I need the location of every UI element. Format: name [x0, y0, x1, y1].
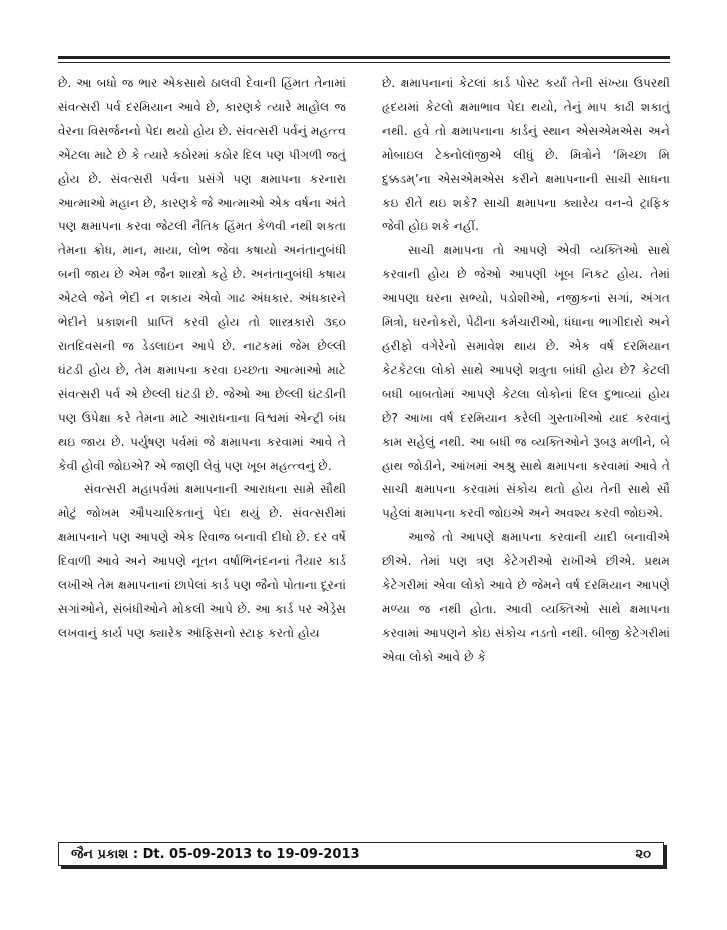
- paragraph: આજે તો આપણે ક્ષમાપના કરવાની યાદી બનાવીએ છીએ. તેમાં પણ ત્રણ કેટેગરીઓ રાખીએ છીએ. પ્રથમ કેટેગરીમાં એવા લોકો આવે છે જેમને વર્ષ દરમિયાન આપણે મળ્યા જ નથી હોતા. આવી વ્યક્તિઓ સાથે ક્ષમાપના કરવામાં આપણને કોઇ સંકોચ નડતો નથી. બીજી કેટેગરીમાં એવા લોકો આવે છે કે: [382, 530, 670, 664]
- page-footer: [58, 842, 664, 866]
- paragraph: છે. ક્ષમાપનાનાં કેટલાં કાર્ડ પોસ્ટ કર્યાં તેની સંખ્યા ઉપરથી હૃદયમાં કેટલો ક્ષમાભાવ પેદા થયો, તેનું માપ કાઢી શકાતું નથી. હવે તો ક્ષમાપનાના કાર્ડનું સ્થાન એસએમએસ અને મોબાઇલ ટેક્નોલૉજીએ લીધું છે. મિત્રોને ‘મિચ્છા મિ દુક્કડમ્’ના એસએમએસ કરીને ક્ષમાપનાની સાચી સાધના કઇ રીતે થઇ શકે? સાચી ક્ષમાપના ક્યારેય વન-વે ટ્રાફિક જેવી હોઇ શકે નહીં.: [382, 76, 670, 234]
- right-column: [382, 72, 670, 847]
- paragraph: છે. આ બધો જ ભાર એકસાથે ઠાલવી દેવાની હિંમત તેનામાં સંવત્સરી પર્વ દરમિયાન આવે છે, કારણકે ત્યારે માહોલ જ વેરના વિસર્જનનો પેદા થયો હોય છે. સંવત્સરી પર્વનું મહત્ત્વ એટલા માટે છે કે ત્યારે કઠોરમાં કઠોર દિલ પણ પીગળી જતું હોય છે. સંવત્સરી પર્વના પ્રસંગે પણ ક્ષમાપના કરનારા આત્માઓ મહાન છે, કારણકે જે આત્માઓ એક વર્ષના અંતે પણ ક્ષમાપના કરવા જેટલી નૈતિક હિંમત કેળવી નથી શકતા તેમના ક્રોધ, માન, માયા, લોભ જેવા કષાયો અનંતાનુબંધી બની જાય છે એમ જૈન શાસ્ત્રો કહે છે. અનંતાનુબંધી કષાય એટલે જેને ભેદી ન શકાય એવો ગાઢ અંધકાર. અંધકારને ભેદીને પ્રકાશની પ્રાપ્તિ કરવી હોય તો શાસ્ત્રકારો ૩૬૦ રાતદિવસની જ ડેડલાઇન આપે છે. નાટકમાં જેમ છેલ્લી ઘંટડી હોય છે, તેમ ક્ષમાપના કરવા ઇચ્છતા આત્માઓ માટે સંવત્સરી પર્વ એ છેલ્લી ઘંટડી છે. જેઓ આ છેલ્લી ઘંટડીની પણ ઉપેક્ષા કરે તેમના માટે આરાધનાના વિશ્વમાં એન્ટ્રી બંધ થઇ જાય છે. પર્યુષણ પર્વમાં જે ક્ષમાપના કરવામાં આવે તે કેવી હોવી જોઇએ? એ જાણી લેવું પણ ખૂબ મહત્ત્વનું છે.: [58, 76, 346, 473]
- paragraph: સાચી ક્ષમાપના તો આપણે એવી વ્યક્તિઓ સાથે કરવાની હોય છે જેઓ આપણી ખૂબ નિકટ હોય. તેમાં આપણા ઘરના સભ્યો, પડોશીઓ, નજીકનાં સગાં, અંગત મિત્રો, ઘરનોકરો, પેઢીના કર્મચારીઓ, ધંધાના ભાગીદારો અને હરીફો વગેરેનો સમાવેશ થાય છે. એક વર્ષ દરમિયાન કેટકેટલા લોકો સાથે આપણે શત્રુતા બાંધી હોય છે? કેટલી બધી બાબતોમાં આપણે કેટલા લોકોનાં દિલ દુભાવ્યાં હોય છે? આખા વર્ષ દરમિયાન કરેલી ગુસ્તાખીઓ યાદ કરવાનું કામ સહેલું નથી. આ બધી જ વ્યક્તિઓને રૂબરૂ મળીને, બે હાથ જોડીને, આંખમાં અશ્રુ સાથે ક્ષમાપના કરવામાં આવે તે સાચી ક્ષમાપના કરવામાં સંકોચ થતો હોય તેની સાથે સૌ પહેલાં ક્ષમાપના કરવી જોઇએ અને અવશ્ય કરવી જોઇએ.: [382, 243, 670, 521]
- paragraph: સંવત્સરી મહાપર્વમાં ક્ષમાપનાની આરાધના સામે સૌથી મોટું જોખમ ઔપચારિકતાનું પેદા થયું છે. સંવત્સરીમાં ક્ષમાપનાને પણ આપણે એક રિવાજ બનાવી દીધો છે. દર વર્ષે દિવાળી આવે અને આપણે નૂતન વર્ષાભિનંદનનાં તૈયાર કાર્ડ લખીએ તેમ ક્ષમાપનાનાં છાપેલાં કાર્ડ પણ જૈનો પોતાના દૂરનાં સગાંઓને, સંબંધીઓને મોકલી આપે છે. આ કાર્ડ પર એડ્રેસ લખવાનું કાર્ય પણ ક્યારેક ઑફિસનો સ્ટાફ કરતો હોય: [58, 482, 346, 640]
- publication-info: જૈન પ્રકાશ : Dt. 05-09-2013 to 19-09-2013: [71, 846, 360, 862]
- header-rule-thick: [58, 56, 670, 59]
- header-rule-thin: [58, 62, 670, 63]
- page-number: ૨૦: [635, 846, 651, 862]
- left-column: [58, 72, 346, 847]
